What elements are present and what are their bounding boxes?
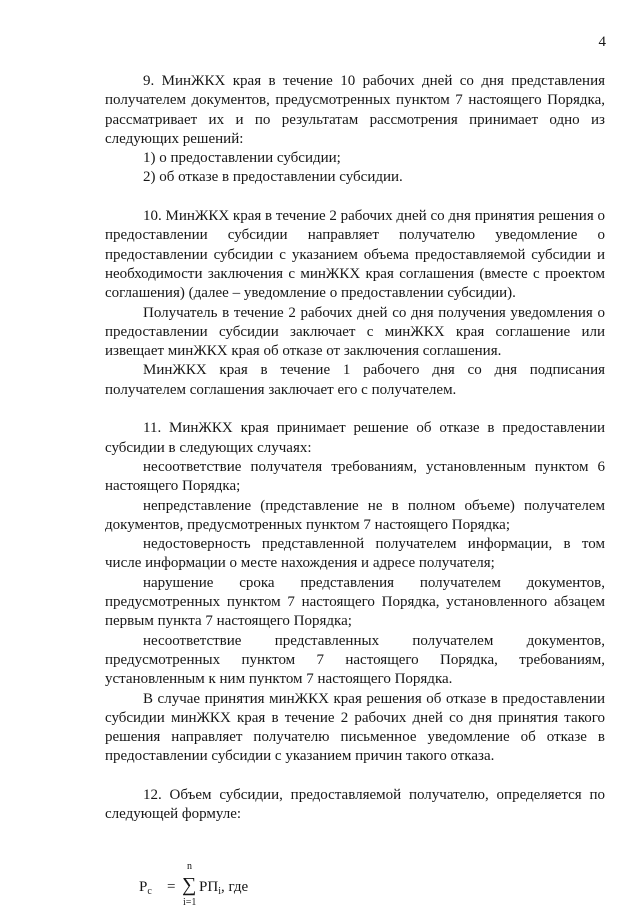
list-item: несоответствие представленных получателем документов, предусмотренных пунктом 7 настоящего Порядка, требованиям, установленным к ним пунктом 7 настоящего Порядка. bbox=[105, 632, 605, 688]
subsidy-formula bbox=[139, 861, 605, 915]
paragraph: 11. МинЖКХ края принимает решение об отказе в предоставлении субсидии в следующих случаях: bbox=[105, 420, 605, 456]
page-number: 4 bbox=[598, 34, 606, 50]
section-spacer bbox=[105, 400, 605, 419]
list-item: 2) об отказе в предоставлении субсидии. bbox=[143, 169, 403, 186]
document-body bbox=[105, 72, 605, 915]
list-item: непредставление (представление не в полном объеме) получателем документов, предусмотренных пунктом 7 настоящего Порядка; bbox=[105, 497, 605, 533]
list-item: нарушение срока представления получателем документов, предусмотренных пунктом 7 настоящего Порядка, установленного абзацем первым пункта 7 настоящего Порядка; bbox=[105, 574, 605, 630]
section-11 bbox=[105, 419, 605, 766]
list-item: 1) о предоставлении субсидии; bbox=[143, 150, 341, 167]
paragraph: 12. Объем субсидии, предоставляемой получателю, определяется по следующей формуле: bbox=[105, 786, 605, 823]
paragraph: В случае принятия минЖКХ края решения об отказе в предоставлении субсидии минЖКХ края в течение 2 рабочих дней со дня принятия такого решения направляет получателю письменное уведомление об отказе в предоставлении субсидии с указанием причин такого отказа. bbox=[105, 690, 605, 765]
section-spacer bbox=[105, 767, 605, 786]
section-9 bbox=[105, 72, 605, 188]
section-spacer bbox=[105, 188, 605, 207]
paragraph: МинЖКХ края в течение 1 рабочего дня со дня подписания получателем соглашения заключает его с получателем. bbox=[105, 362, 605, 398]
paragraph: 9. МинЖКХ края в течение 10 рабочих дней со дня представления получателем документов, предусмотренных пунктом 7 настоящего Порядка, рассматривает их и по результатам рассмотрения принимает одно из следующих решений: bbox=[105, 73, 605, 147]
list-item: несоответствие получателя требованиям, установленным пунктом 6 настоящего Порядка; bbox=[105, 458, 605, 495]
paragraph: 10. МинЖКХ края в течение 2 рабочих дней со дня принятия решения о предоставлении субсидии направляет получателю уведомление о предоставлении субсидии с указанием объема предоставляемой субсидии и необходимости заключения с минЖКХ края соглашения (вместе с проектом соглашения) (далее – уведомление о предоставлении субсидии). bbox=[105, 208, 605, 302]
list-item: недостоверность представленной получателем информации, в том числе информации о месте нахождения и адресе получателя; bbox=[105, 536, 605, 572]
sum-lower-limit: i=1 bbox=[183, 896, 197, 908]
formula-equals: = bbox=[167, 878, 176, 895]
formula-rhs: $РП_i$, где bbox=[199, 878, 249, 897]
paragraph: Получатель в течение 2 рабочих дней со дня получения уведомления о предоставлении субсидии заключает с минЖКХ края соглашение или извещает минЖКХ края об отказе от заключения соглашения. bbox=[105, 304, 605, 360]
section-12 bbox=[105, 786, 605, 825]
formula-lhs: $Р_с$ bbox=[139, 878, 152, 897]
section-10 bbox=[105, 207, 605, 400]
sum-upper-limit: n bbox=[187, 860, 192, 872]
sum-symbol: ∑ bbox=[182, 873, 197, 896]
